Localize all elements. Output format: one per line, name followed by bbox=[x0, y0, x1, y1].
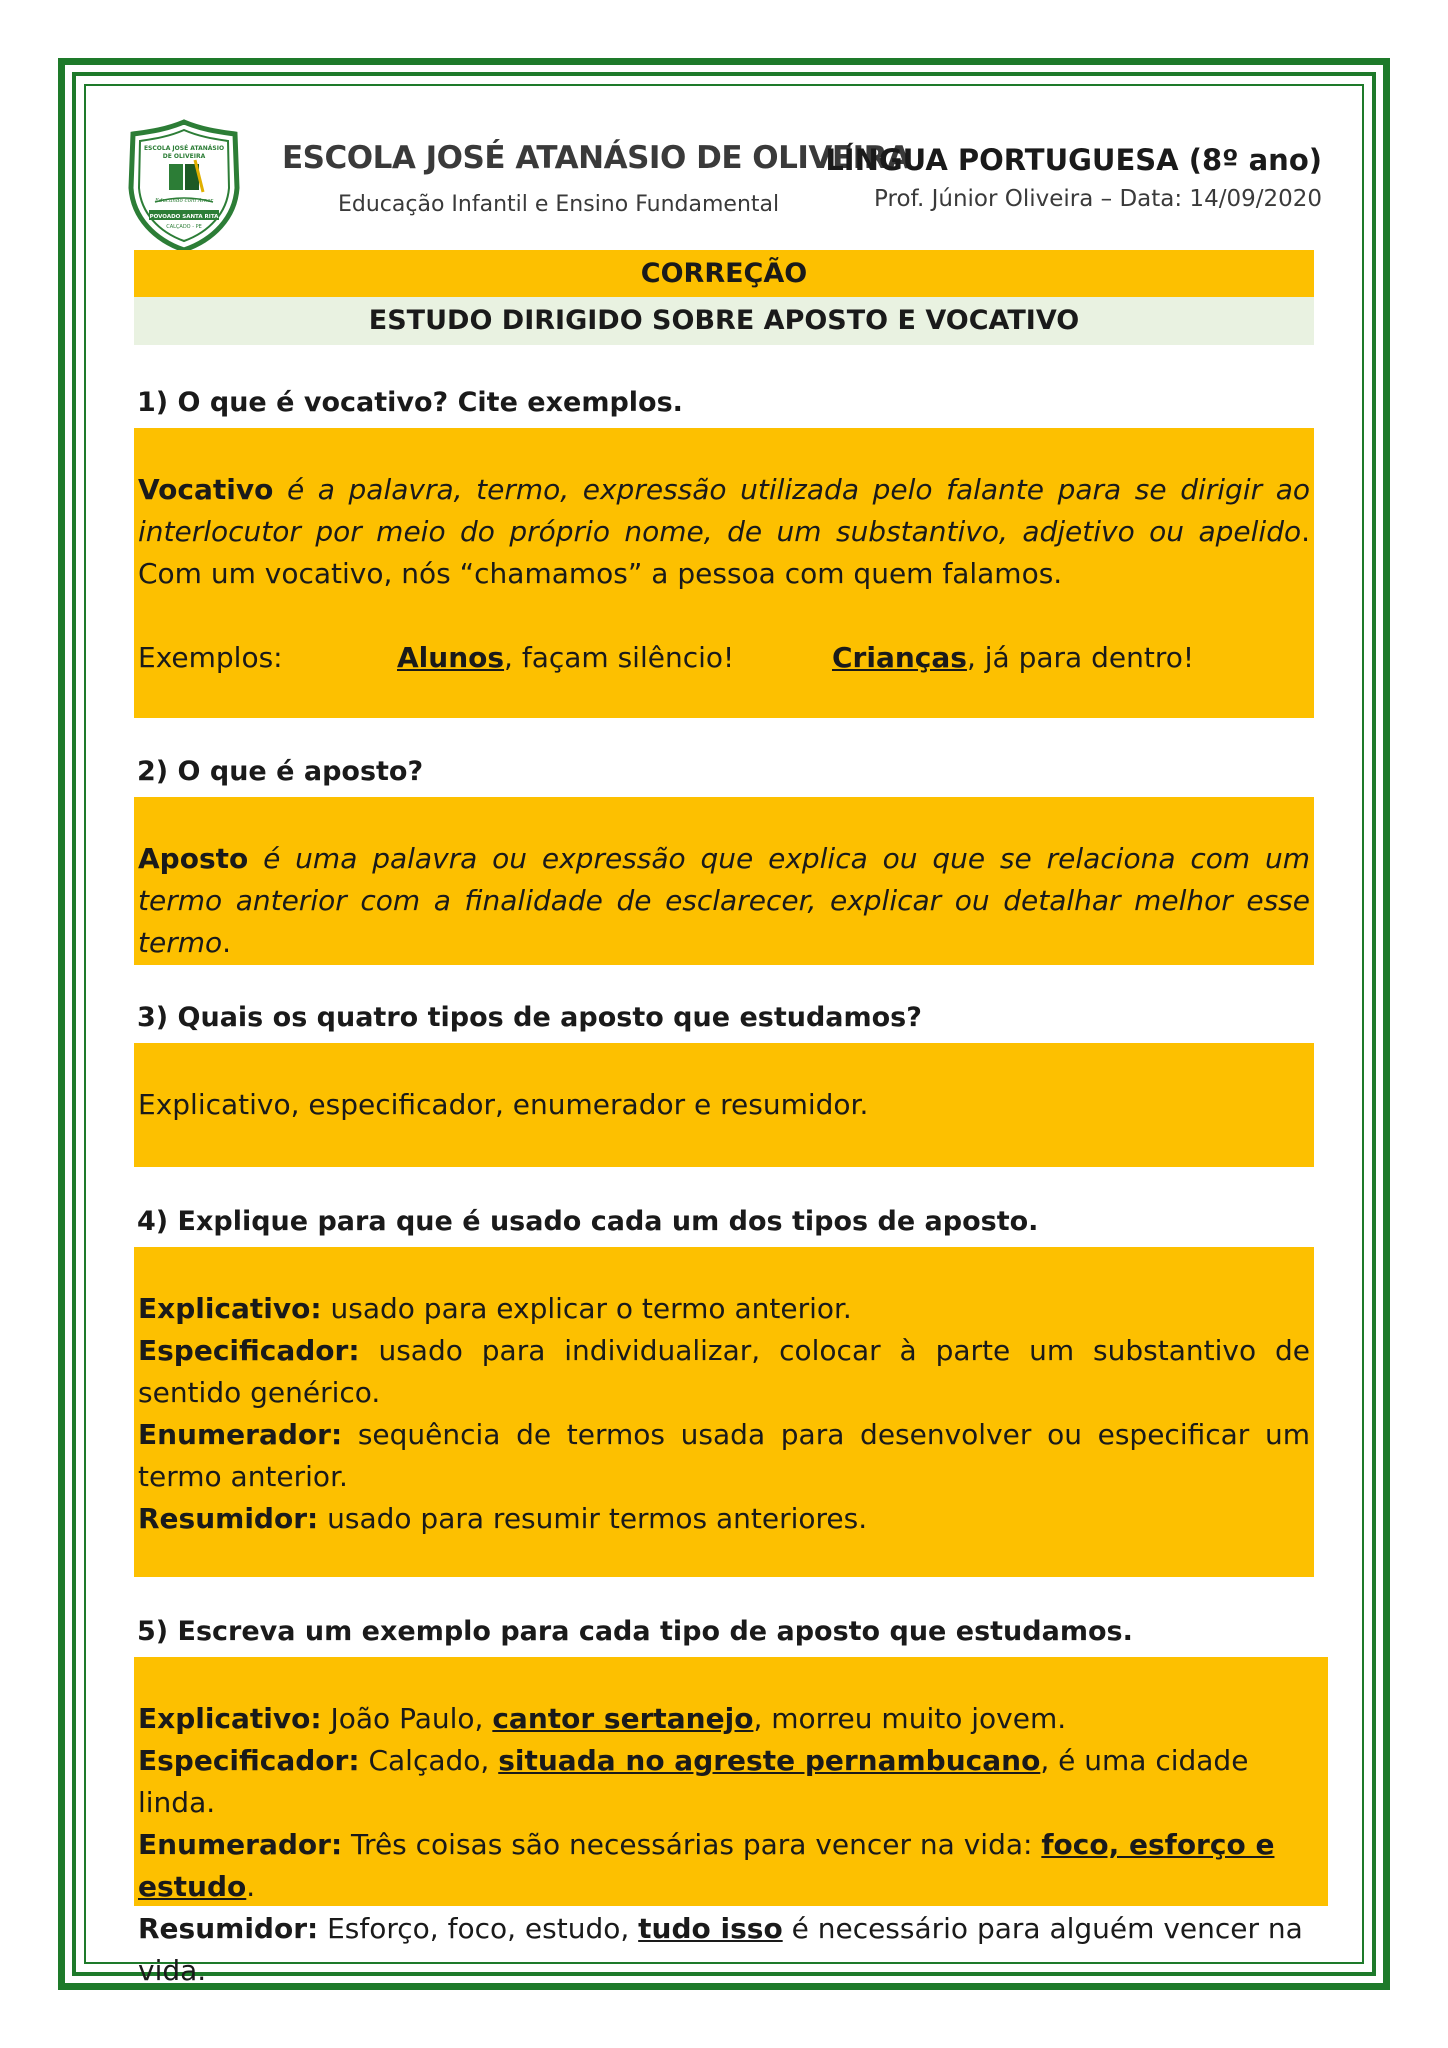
answer-1-definition bbox=[138, 469, 1310, 595]
answer-4-enumerador bbox=[138, 1414, 1310, 1498]
example-1-rest: , façam silêncio! bbox=[504, 641, 735, 674]
label-especificador: Especificador: bbox=[138, 1744, 360, 1777]
label-especificador: Especificador: bbox=[138, 1334, 360, 1367]
answer-2-box bbox=[134, 797, 1314, 965]
aposto-underlined: tudo isso bbox=[638, 1912, 783, 1945]
subject-title: LÍNGUA PORTUGUESA (8º ano) bbox=[825, 143, 1322, 177]
question-5: 5) Escreva um exemplo para cada tipo de aposto que estudamos. bbox=[137, 1616, 1133, 1647]
example-post: é necessário para alguém vencer na vida. bbox=[138, 1912, 1303, 1987]
text-explicativo: usado para explicar o termo anterior. bbox=[321, 1292, 852, 1325]
term-vocativo: Vocativo bbox=[138, 473, 274, 506]
school-crest-logo bbox=[125, 118, 243, 254]
school-subtitle: Educação Infantil e Ensino Fundamental bbox=[338, 192, 780, 217]
example-post: . bbox=[246, 1870, 256, 1903]
correction-banner: CORREÇÃO bbox=[134, 250, 1314, 297]
worksheet-title: ESTUDO DIRIGIDO SOBRE APOSTO E VOCATIVO bbox=[134, 297, 1314, 345]
aposto-underlined: foco, esforço e estudo bbox=[138, 1828, 1275, 1903]
teacher-and-date: Prof. Júnior Oliveira – Data: 14/09/2020 bbox=[874, 186, 1322, 212]
examples-row bbox=[138, 637, 1310, 679]
vocativo-definition-italic: é a palavra, termo, expressão utilizada pelo falante para se dirigir ao interlocutor por meio do próprio nome, de um substantivo, adjetivo ou apelido bbox=[138, 473, 1310, 548]
vocativo-definition-rest: . Com um vocativo, nós “chamamos” a pessoa com quem falamos. bbox=[138, 515, 1310, 590]
example-2-rest: , já para dentro! bbox=[966, 641, 1195, 674]
question-3: 3) Quais os quatro tipos de aposto que estudamos? bbox=[137, 1002, 922, 1033]
answer-4-explicativo bbox=[138, 1288, 1310, 1330]
example-post: , é uma cidade linda. bbox=[138, 1744, 1249, 1819]
answer-4-resumidor bbox=[138, 1498, 1310, 1540]
answer-1-box bbox=[134, 428, 1314, 718]
label-resumidor: Resumidor: bbox=[138, 1912, 319, 1945]
example-pre: Esforço, foco, estudo, bbox=[318, 1912, 639, 1945]
aposto-definition-italic: é uma palavra ou expressão que explica ou que se relaciona com um termo anterior com a finalidade de esclarecer, explicar ou detalhar melhor esse termo bbox=[138, 842, 1310, 959]
example-1-vocativo: Alunos bbox=[397, 641, 505, 674]
text-resumidor: usado para resumir termos anteriores. bbox=[318, 1502, 868, 1535]
term-aposto: Aposto bbox=[138, 842, 249, 875]
answer-5-especificador bbox=[138, 1740, 1324, 1824]
label-resumidor: Resumidor: bbox=[138, 1502, 319, 1535]
example-post: , morreu muito jovem. bbox=[753, 1702, 1067, 1735]
answer-5-resumidor bbox=[138, 1908, 1324, 1992]
answer-5-explicativo bbox=[138, 1698, 1324, 1740]
school-name: ESCOLA JOSÉ ATANÁSIO DE OLIVEIRA bbox=[282, 140, 911, 176]
example-pre: João Paulo, bbox=[321, 1702, 493, 1735]
label-explicativo: Explicativo: bbox=[138, 1292, 322, 1325]
aposto-underlined: situada no agreste pernambucano bbox=[498, 1744, 1041, 1777]
example-2-vocativo: Crianças bbox=[832, 641, 967, 674]
answer-4-especificador bbox=[138, 1330, 1310, 1414]
label-explicativo: Explicativo: bbox=[138, 1702, 322, 1735]
answer-5-box bbox=[134, 1657, 1328, 1987]
question-4: 4) Explique para que é usado cada um dos tipos de aposto. bbox=[137, 1206, 1039, 1237]
examples-label: Exemplos: bbox=[138, 641, 283, 674]
question-1: 1) O que é vocativo? Cite exemplos. bbox=[137, 387, 683, 418]
example-2 bbox=[832, 637, 1194, 679]
svg-text:POVOADO SANTA RITA: POVOADO SANTA RITA bbox=[149, 214, 219, 220]
answer-3-text: Explicativo, especificador, enumerador e resumidor. bbox=[138, 1088, 869, 1121]
label-enumerador: Enumerador: bbox=[138, 1418, 343, 1451]
aposto-definition-end: . bbox=[222, 926, 232, 959]
question-2: 2) O que é aposto? bbox=[137, 756, 424, 787]
svg-text:CALÇADO - PE: CALÇADO - PE bbox=[166, 224, 202, 230]
svg-text:ESCOLA JOSÉ ATANÁSIO: ESCOLA JOSÉ ATANÁSIO bbox=[143, 145, 225, 152]
answer-5-enumerador bbox=[138, 1824, 1324, 1908]
svg-text:Educando com Amor: Educando com Amor bbox=[154, 198, 214, 204]
answer-3-box bbox=[134, 1043, 1314, 1167]
text-enumerador: sequência de termos usada para desenvolver ou especificar um termo anterior. bbox=[138, 1418, 1310, 1493]
answer-2-definition bbox=[138, 838, 1310, 964]
answer-4-box bbox=[134, 1247, 1314, 1577]
example-pre: Calçado, bbox=[359, 1744, 499, 1777]
svg-text:DE OLIVEIRA: DE OLIVEIRA bbox=[162, 153, 206, 160]
example-1 bbox=[397, 637, 734, 679]
label-enumerador: Enumerador: bbox=[138, 1828, 343, 1861]
text-especificador: usado para individualizar, colocar à parte um substantivo de sentido genérico. bbox=[138, 1334, 1310, 1409]
aposto-underlined: cantor sertanejo bbox=[492, 1702, 754, 1735]
example-pre: Três coisas são necessárias para vencer na vida: bbox=[342, 1828, 1042, 1861]
